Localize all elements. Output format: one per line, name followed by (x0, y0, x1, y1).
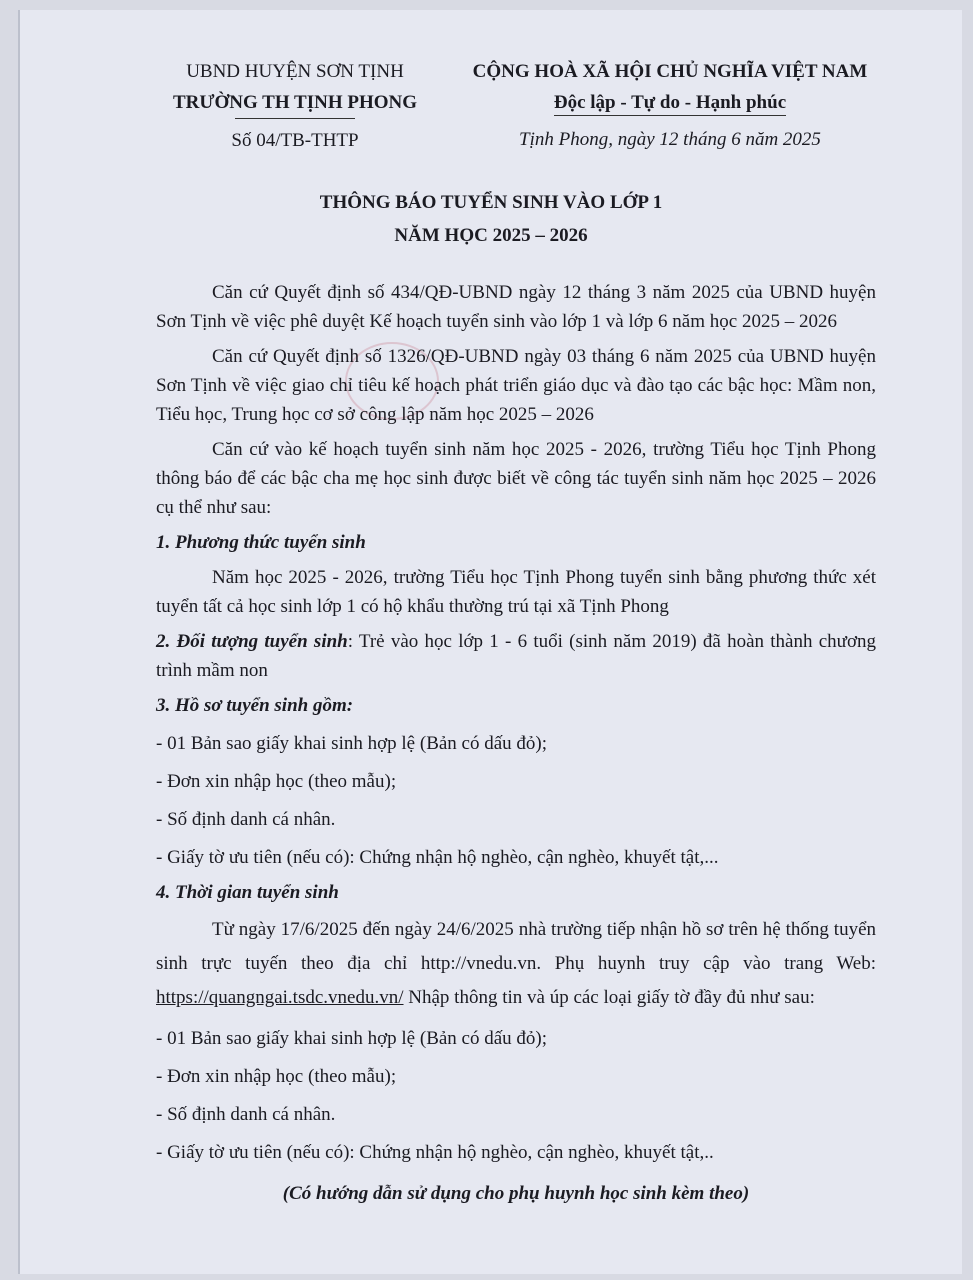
national-header (440, 56, 900, 155)
list-item: - Đơn xin nhập học (theo mẫu); (156, 1066, 397, 1087)
issuer-block (140, 56, 450, 156)
document-title: THÔNG BÁO TUYỂN SINH VÀO LỚP 1 (319, 192, 663, 213)
legal-basis-1: Căn cứ Quyết định số 434/QĐ-UBND ngày 12 tháng 3 năm 2025 của UBND huyện Sơn Tịnh về việc phê duyệt Kế hoạch tuyển sinh vào lớp 1 và lớp 6 năm học 2025 – 2026 (156, 282, 876, 332)
list-item: - Giấy tờ ưu tiên (nếu có): Chứng nhận hộ nghèo, cận nghèo, khuyết tật,.. (156, 1142, 714, 1163)
section-1-text: Năm học 2025 - 2026, trường Tiểu học Tịnh Phong tuyển sinh bằng phương thức xét tuyển tất cả học sinh lớp 1 có hộ khẩu thường trú tại xã Tịnh Phong (156, 567, 876, 617)
list-item: - Số định danh cá nhân. (156, 809, 336, 830)
announcement-intro: Căn cứ vào kế hoạch tuyển sinh năm học 2025 - 2026, trường Tiểu học Tịnh Phong thông báo để các bậc cha mẹ học sinh được biết về công tác tuyển sinh năm học 2025 – 2026 cụ thể như sau: (156, 439, 876, 518)
legal-basis-2: Căn cứ Quyết định số 1326/QĐ-UBND ngày 03 tháng 6 năm 2025 của UBND huyện Sơn Tịnh về việc giao chỉ tiêu kế hoạch phát triển giáo dục và đào tạo các bậc học: Mầm non, Tiểu học, Trung học cơ sở công lập năm học 2025 – 2026 (156, 346, 876, 425)
footer-note: (Có hướng dẫn sử dụng cho phụ huynh học sinh kèm theo) (282, 1183, 750, 1204)
nation-name: CỘNG HOÀ XÃ HỘI CHỦ NGHĨA VIỆT NAM (472, 61, 868, 82)
section-2 (156, 627, 876, 685)
list-item: - Số định danh cá nhân. (156, 1104, 336, 1125)
list-item: - Đơn xin nhập học (theo mẫu); (156, 771, 397, 792)
document-number: Số 04/TB-THTP (231, 130, 359, 151)
school-name: TRƯỜNG TH TỊNH PHONG (172, 92, 418, 113)
national-motto (440, 87, 900, 118)
section-2-heading: 2. Đối tượng tuyển sinh (156, 631, 348, 652)
section-4-text-after: Nhập thông tin và úp các loại giấy tờ đầy đủ như sau: (403, 987, 815, 1008)
section-4-heading: 4. Thời gian tuyển sinh (156, 882, 339, 903)
registration-link[interactable]: https://quangngai.tsdc.vnedu.vn/ (156, 987, 404, 1008)
document-page (18, 10, 962, 1274)
place-and-date: Tịnh Phong, ngày 12 tháng 6 năm 2025 (519, 129, 821, 150)
document-body (156, 278, 876, 1208)
section-2-text: : Trẻ vào học lớp 1 - 6 tuổi (sinh năm 2019) đã hoàn thành chương trình mầm non (156, 631, 876, 681)
section-1-heading: 1. Phương thức tuyển sinh (156, 532, 366, 553)
section-4-text-before: Từ ngày 17/6/2025 đến ngày 24/6/2025 nhà trường tiếp nhận hồ sơ trên hệ thống tuyển sinh trực tuyến theo địa chỉ http://vnedu.vn. Phụ huynh truy cập vào trang Web: (156, 919, 876, 974)
authority-name: UBND HUYỆN SƠN TỊNH (186, 61, 404, 82)
header-divider (235, 118, 355, 119)
document-subtitle: NĂM HỌC 2025 – 2026 (394, 225, 588, 246)
section-4-text (156, 913, 876, 1015)
section-3-heading: 3. Hồ sơ tuyển sinh gồm: (156, 695, 354, 716)
list-item: - 01 Bản sao giấy khai sinh hợp lệ (Bản có dấu đỏ); (156, 1028, 548, 1049)
national-motto-text: Độc lập - Tự do - Hạnh phúc (554, 92, 786, 116)
list-item: - Giấy tờ ưu tiên (nếu có): Chứng nhận hộ nghèo, cận nghèo, khuyết tật,... (156, 847, 719, 868)
list-item: - 01 Bản sao giấy khai sinh hợp lệ (Bản có dấu đỏ); (156, 733, 548, 754)
